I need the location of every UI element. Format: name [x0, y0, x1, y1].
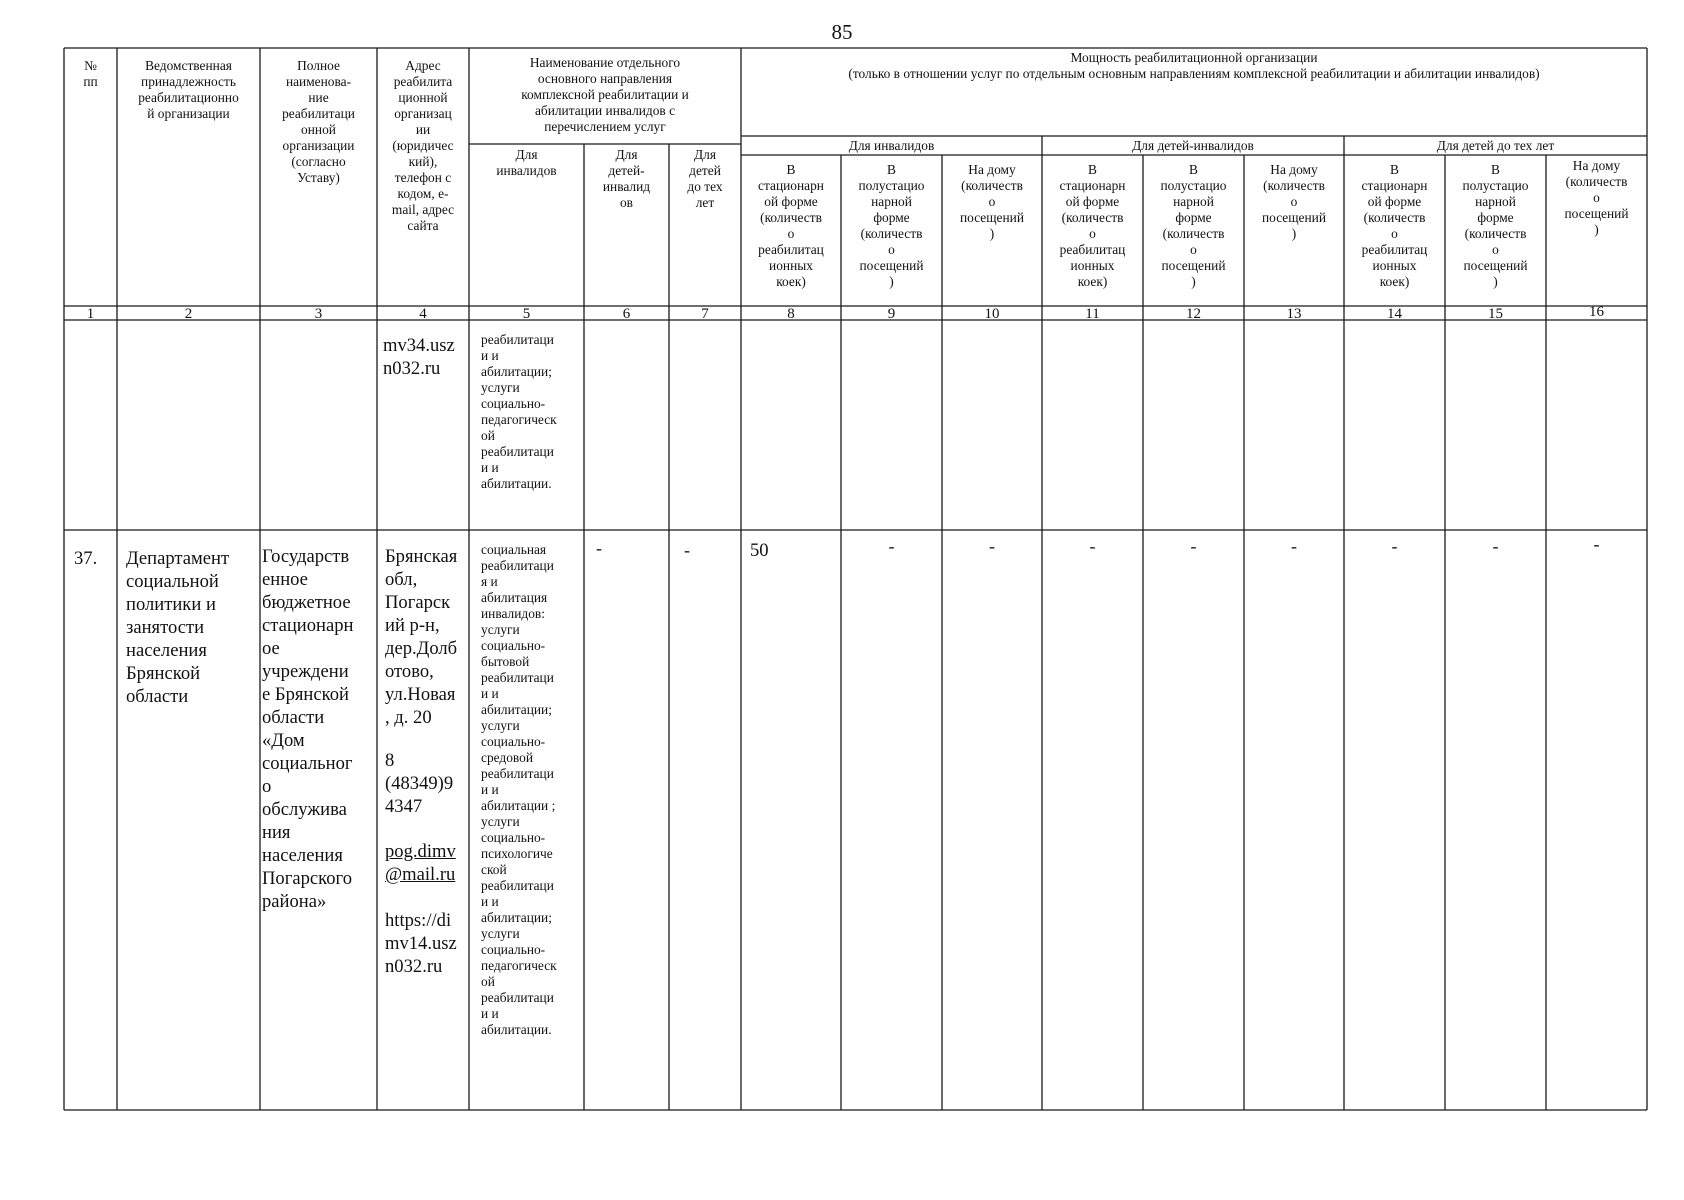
- header-dir-young: Для детей до тех лет: [687, 147, 723, 210]
- row-organization: Государств енное бюджетное стационарн ое учреждени е Брянской области «Дом социальног о обслужива ния населения Погарского района»: [262, 546, 354, 912]
- header-semi-young: В полустацио нарной форме (количеств о посещений ): [1462, 162, 1529, 289]
- header-home-disabled: На дому (количеств о посещений ): [960, 162, 1024, 241]
- header-full-name: Полное наименова- ние реабилитаци онной организации (согласно Уставу): [282, 58, 355, 185]
- row-capacity-inpatient-young: -: [1391, 538, 1398, 554]
- header-department: Ведомственная принадлежность реабилитационно й организации: [138, 58, 239, 121]
- col-number-1: 1: [86, 306, 95, 322]
- row-department: Департамент социальной политики и занятости населения Брянской области: [126, 548, 230, 707]
- col-number-9: 9: [887, 306, 896, 322]
- col-number-10: 10: [984, 306, 1000, 322]
- row-inpatient-disabled: 50: [750, 540, 769, 561]
- col-number-8: 8: [787, 306, 795, 322]
- col-number-5: 5: [522, 306, 531, 322]
- row-capacity-home-young: -: [1593, 536, 1600, 552]
- row-capacity-semi-children: -: [1190, 538, 1197, 554]
- col-number-12: 12: [1186, 306, 1201, 322]
- row-capacity-home-disabled: -: [989, 538, 995, 554]
- header-inpatient-disabled: В стационарн ой форме (количеств о реабилитац ионных коек): [758, 162, 824, 289]
- continued-services: реабилитаци и и абилитации; услуги социально- педагогическ ой реабилитаци и и абилитации.: [481, 332, 557, 491]
- col-number-4: 4: [419, 306, 427, 322]
- header-inpatient-children: В стационарн ой форме (количеств о реабилитац ионных коек): [1059, 162, 1126, 289]
- row-capacity-semi-young: -: [1492, 538, 1499, 554]
- header-direction-group: Наименование отдельного основного направления комплексной реабилитации и абилитации инвалидов с перечислением услуг: [521, 55, 689, 134]
- header-home-children: На дому (количеств о посещений ): [1262, 162, 1326, 241]
- col-number-16: 16: [1589, 304, 1604, 320]
- header-number: № пп: [83, 58, 98, 89]
- header-address: Адрес реабилита ционной организац ии (юридичес кий), телефон с кодом, e- mail, адрес сайта: [391, 58, 455, 233]
- header-sub-children: Для детей-инвалидов: [1132, 138, 1254, 153]
- header-sub-young: Для детей до тех лет: [1436, 138, 1555, 153]
- row-young-children: -: [684, 542, 690, 558]
- col-number-14: 14: [1387, 306, 1402, 322]
- col-number-13: 13: [1286, 306, 1302, 322]
- row-phone: 8 (48349)9 4347: [385, 750, 454, 817]
- col-number-11: 11: [1085, 306, 1100, 322]
- col-number-2: 2: [184, 306, 193, 322]
- row-number: 37.: [74, 548, 98, 569]
- row-email[interactable]: pog.dimv @mail.ru: [385, 841, 456, 885]
- header-inpatient-young: В стационарн ой форме (количеств о реабилитац ионных коек): [1361, 162, 1428, 289]
- col-number-7: 7: [701, 306, 709, 322]
- row-capacity-inpatient-children: -: [1089, 538, 1096, 554]
- col-number-15: 15: [1488, 306, 1503, 322]
- col-number-3: 3: [314, 306, 323, 322]
- row-children-disabled: -: [596, 540, 602, 556]
- header-capacity-group: Мощность реабилитационной организации (только в отношении услуг по отдельным основным направлениям комплексной реабилитации и абилитации инвалидов): [848, 50, 1540, 81]
- row-capacity-semi-disabled: -: [888, 538, 895, 554]
- header-semi-disabled: В полустацио нарной форме (количеств о посещений ): [858, 162, 925, 289]
- row-services: социальная реабилитаци я и абилитация инвалидов: услуги социально- бытовой реабилитаци и и абилитации; услуги социально- средовой реабилитаци и и абилитации ; услуги социально- психологиче ской реабилитаци и и абилитации; услуги социально- педагогическ ой реабилитаци и и абилитации.: [481, 542, 557, 1037]
- header-semi-children: В полустацио нарной форме (количеств о посещений ): [1160, 162, 1227, 289]
- page-number: 85: [831, 20, 853, 44]
- header-home-young: На дому (количеств о посещений ): [1564, 158, 1629, 237]
- header-dir-children: Для детей- инвалид ов: [602, 147, 651, 210]
- continued-address: mv34.usz n032.ru: [383, 335, 455, 379]
- row-capacity-home-children: -: [1291, 538, 1297, 554]
- row-address: Брянская обл, Погарск ий р-н, дер.Долб отово, ул.Новая , д. 20: [385, 546, 458, 728]
- col-number-6: 6: [622, 306, 631, 322]
- header-sub-disabled: Для инвалидов: [848, 138, 935, 153]
- header-dir-disabled: Для инвалидов: [496, 147, 557, 178]
- row-site[interactable]: https://di mv14.usz n032.ru: [385, 910, 457, 977]
